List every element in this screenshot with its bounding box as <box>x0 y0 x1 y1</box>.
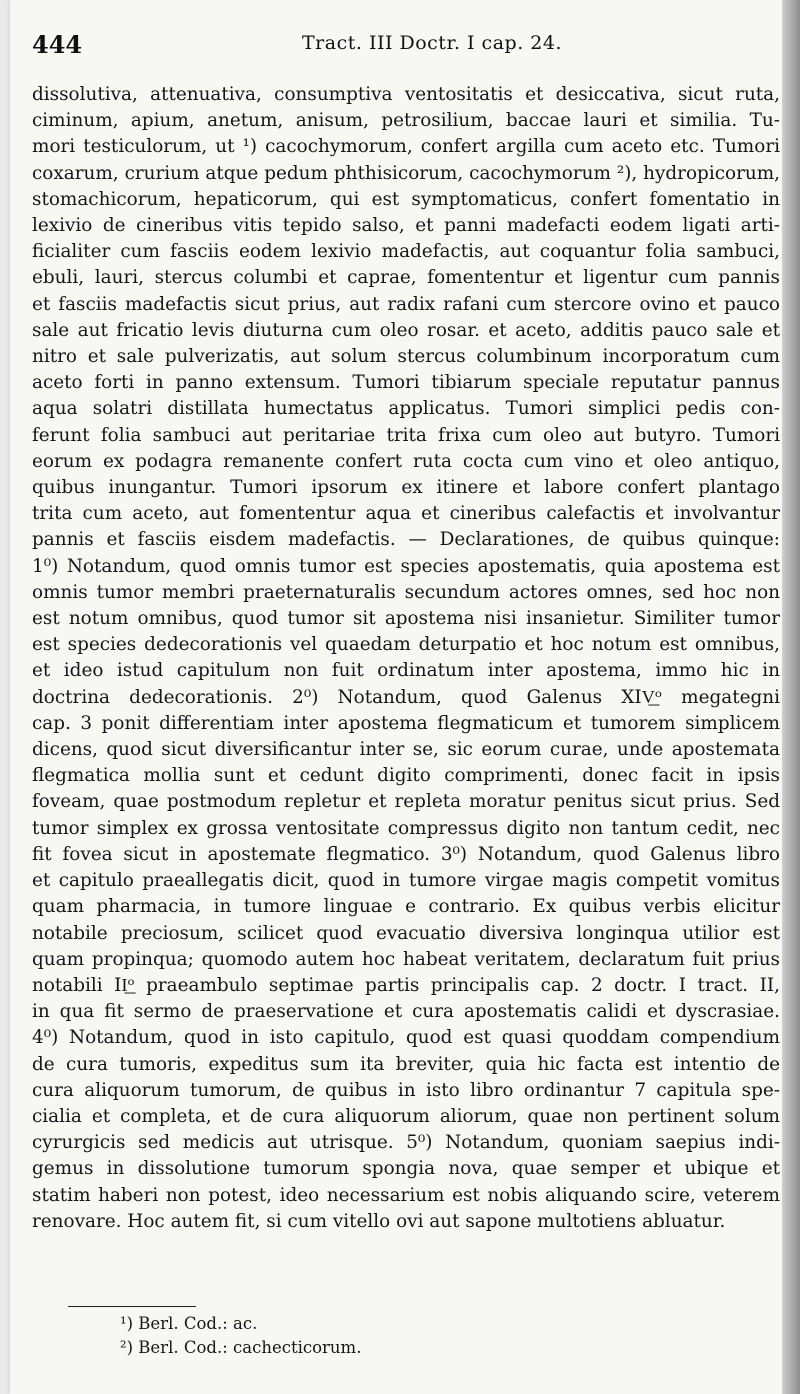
text-line: notabile preciosum, scilicet quod evacuatio diversiva longinqua utilior est <box>32 922 780 944</box>
footnote: ²) Berl. Cod.: cachecticorum. <box>120 1338 362 1357</box>
footnotes <box>120 1312 760 1360</box>
text-line: ferunt folia sambuci aut peritariae trita frixa cum oleo aut butyro. Tumori <box>32 424 780 446</box>
text-line: gemus in dissolutione tumorum spongia nova, quae semper et ubique et <box>32 1158 780 1180</box>
page-header <box>32 30 772 64</box>
text-line: est species dedecorationis vel quaedam deturpatio et hoc notum est omnibus, <box>32 634 780 656</box>
text-line: trita cum aceto, aut fomententur aqua et cineribus calefactis et involvantur <box>32 503 780 525</box>
text-line: statim haberi non potest, ideo necessarium est nobis aliquando scire, veterem <box>32 1184 780 1206</box>
text-line: sale aut fricatio levis diuturna cum oleo rosar. et aceto, additis pauco sale et <box>32 319 780 341</box>
text-line: ciminum, apium, anetum, anisum, petrosilium, baccae lauri et similia. Tu- <box>32 110 780 132</box>
text-line: flegmatica mollia sunt et cedunt digito comprimenti, donec facit in ipsis <box>32 765 780 787</box>
text-line: et ideo istud capitulum non fuit ordinatum inter apostema, immo hic in <box>32 660 780 682</box>
text-line: dissolutiva, attenuativa, consumptiva ventositatis et desiccativa, sicut ruta, <box>32 84 780 105</box>
text-line: mori testiculorum, ut ¹) cacochymorum, confert argilla cum aceto etc. Tumori <box>32 136 780 158</box>
text-line: et fasciis madefactis sicut prius, aut radix rafani cum stercore ovino et pauco <box>32 293 780 315</box>
text-line: stomachicorum, hepaticorum, qui est symptomaticus, confert fomentatio in <box>32 188 780 210</box>
text-line: tumor simplex ex grossa ventositate compressus digito non tantum cedit, nec <box>32 817 780 839</box>
book-page <box>10 0 782 1394</box>
text-line: coxarum, crurium atque pedum phthisicorum, cacochymorum ²), hydropicorum, <box>32 162 780 184</box>
text-line: eorum ex podagra remanente confert ruta cocta cum vino et oleo antiquo, <box>32 450 780 472</box>
text-line: 4⁰) Notandum, quod in isto capitulo, quod est quasi quoddam compendium <box>32 1027 780 1049</box>
text-line: nitro et sale pulverizatis, aut solum stercus columbinum incorporatum cum <box>32 346 780 368</box>
text-line: fit fovea sicut in apostemate flegmatico. 3⁰) Notandum, quod Galenus libro <box>32 843 780 865</box>
text-line: quam pharmacia, in tumore linguae e contrario. Ex quibus verbis elicitur <box>32 896 780 918</box>
text-line: est notum omnibus, quod tumor sit apostema nisi insanietur. Similiter tumor <box>32 608 780 630</box>
footnote-rule <box>68 1306 196 1307</box>
text-line: de cura tumoris, expeditus sum ita breviter, quia hic facta est intentio de <box>32 1053 780 1075</box>
text-line: cialia et completa, et de cura aliquorum aliorum, quae non pertinent solum <box>32 1105 780 1127</box>
text-line: et capitulo praeallegatis dicit, quod in tumore virgae magis competit vomitus <box>32 870 780 892</box>
text-line: ficialiter cum fasciis eodem lexivio madefactis, aut coquantur folia sambuci, <box>32 241 780 263</box>
text-line: dicens, quod sicut diversificantur inter se, sic eorum curae, unde apostemata <box>32 739 780 761</box>
body-text <box>32 82 780 1235</box>
text-line: cap. 3 ponit differentiam inter apostema flegmaticum et tumorem simplicem <box>32 712 780 734</box>
text-line: lexivio de cineribus vitis tepido salso, et panni madefacti eodem ligati arti- <box>32 215 780 237</box>
text-line: aceto forti in panno extensum. Tumori tibiarum speciale reputatur pannus <box>32 372 780 394</box>
text-line: renovare. Hoc autem fit, si cum vitello ovi aut sapone multotiens abluatur. <box>32 1210 726 1232</box>
page-edge-shadow <box>782 0 800 1394</box>
text-line: quibus inungantur. Tumori ipsorum ex itinere et labore confert plantago <box>32 477 780 499</box>
footnote: ¹) Berl. Cod.: ac. <box>120 1314 258 1333</box>
running-head: Tract. III Doctr. I cap. 24. <box>302 32 562 54</box>
text-line: foveam, quae postmodum repletur et repleta moratur penitus sicut prius. Sed <box>32 791 780 813</box>
text-line: aqua solatri distillata humectatus applicatus. Tumori simplici pedis con- <box>32 398 780 420</box>
text-line: doctrina dedecorationis. 2⁰) Notandum, quod Galenus XIV͟ᵒ megategni <box>32 686 780 708</box>
text-line: 1⁰) Notandum, quod omnis tumor est species apostematis, quia apostema est <box>32 555 780 577</box>
text-line: in qua fit sermo de praeservatione et cura apostematis calidi et dyscrasiae. <box>32 1001 780 1023</box>
text-line: cura aliquorum tumorum, de quibus in isto libro ordinantur 7 capitula spe- <box>32 1079 780 1101</box>
text-line: quam propinqua; quomodo autem hoc habeat veritatem, declaratum fuit prius <box>32 948 780 970</box>
text-line: omnis tumor membri praeternaturalis secundum actores omnes, sed hoc non <box>32 581 780 603</box>
text-line: ebuli, lauri, stercus columbi et caprae, fomententur et ligentur cum pannis <box>32 267 780 289</box>
text-line: cyrurgicis sed medicis aut utrisque. 5⁰) Notandum, quoniam saepius indi- <box>32 1132 780 1154</box>
text-line: pannis et fasciis eisdem madefactis. — Declarationes, de quibus quinque: <box>32 529 780 551</box>
page-number: 444 <box>32 30 83 59</box>
text-line: notabili II͟ᵒ praeambulo septimae partis principalis cap. 2 doctr. I tract. II, <box>32 974 780 996</box>
